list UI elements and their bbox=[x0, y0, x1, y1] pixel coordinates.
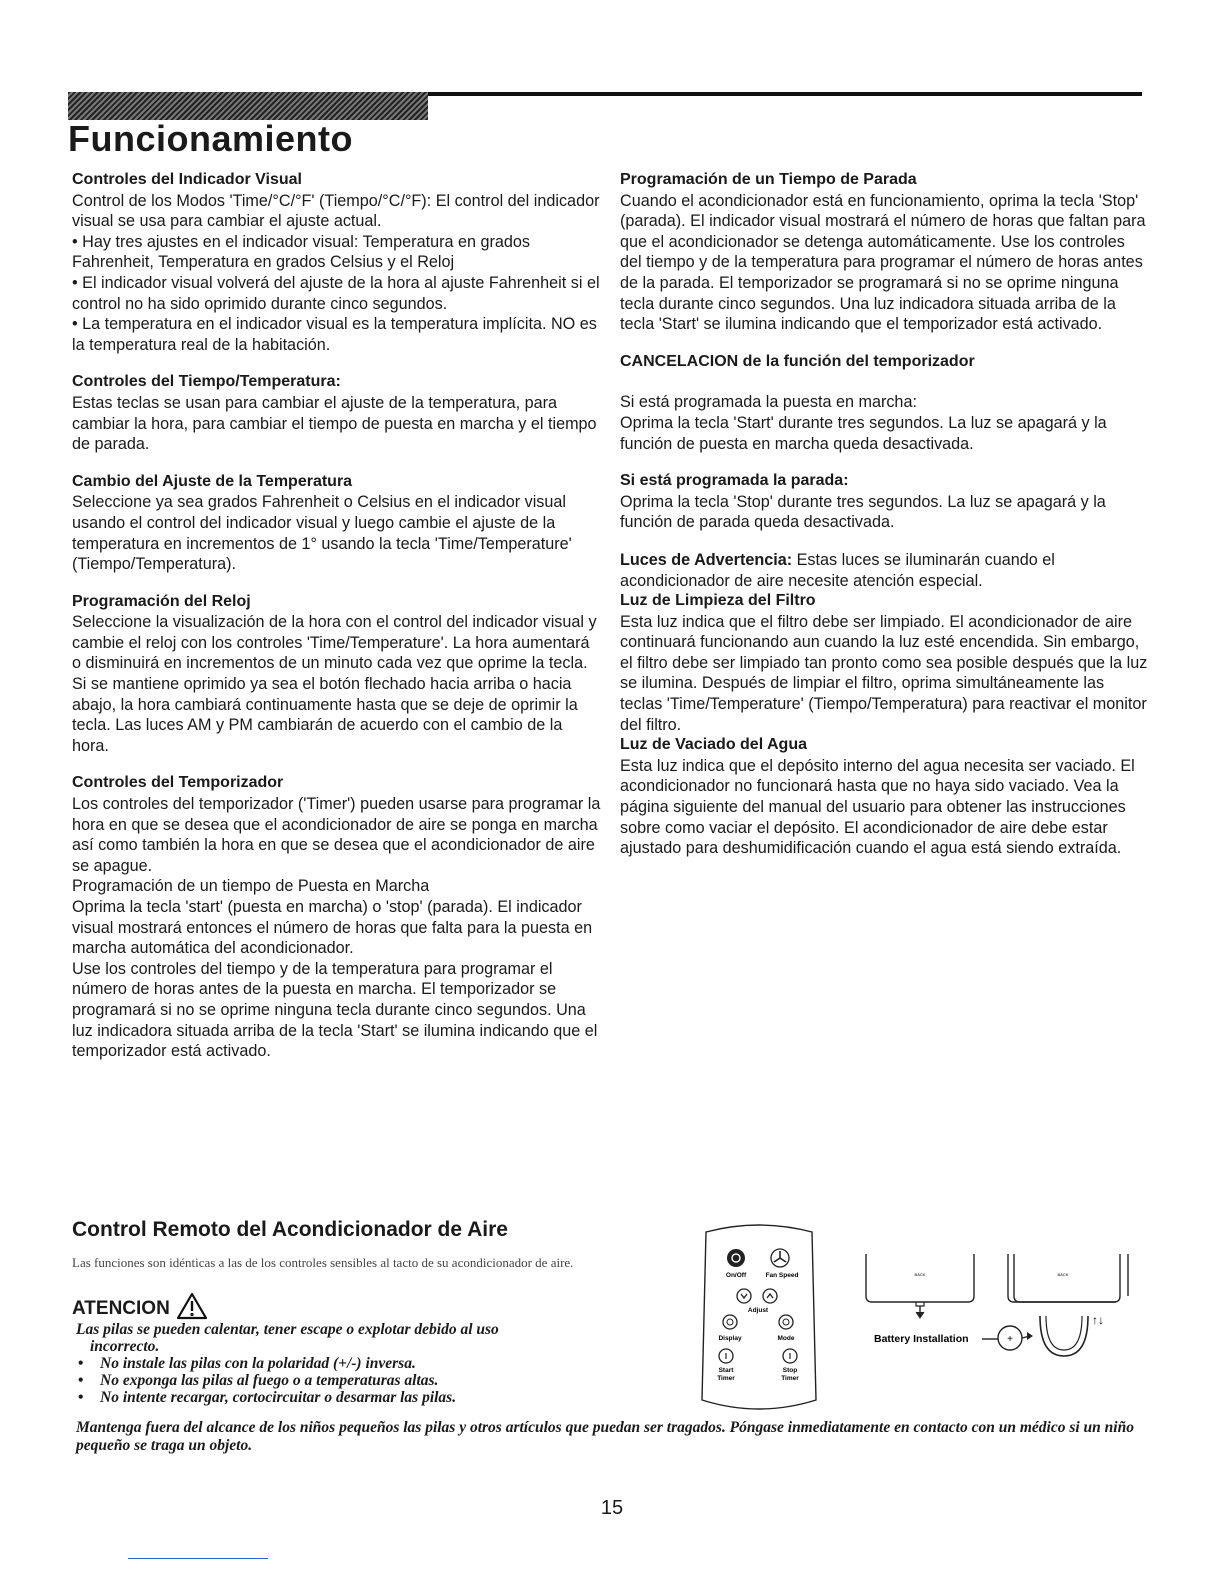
battery-warning bbox=[76, 1321, 696, 1406]
battery-installation-illustration bbox=[858, 1250, 1104, 1380]
section-body: Cuando el acondicionador está en funcionamiento, oprima la tecla 'Stop' (parada). El indicador visual mostrará el número de horas que faltan para que el acondicionador se detenga automáticamente. Use los controles del tiempo y de la temperatura para programar el número de horas antes de la parada. El temporizador se programará si no se oprime ninguna tecla durante cinco segundos. Una luz indicadora situada arriba de la tecla 'Start' se ilumina indicando que el temporizador está activado. bbox=[620, 191, 1146, 334]
section-ajuste-temperatura bbox=[72, 472, 602, 575]
mode-label: Mode bbox=[777, 1335, 795, 1342]
section-parada-programada bbox=[620, 471, 1150, 533]
section-heading: Luz de Limpieza del Filtro bbox=[620, 592, 816, 610]
fan-speed-label: Fan Speed bbox=[765, 1272, 799, 1279]
remote-section-title: Control Remoto del Acondicionador de Aire bbox=[72, 1218, 508, 1241]
section-heading: Programación de un Tiempo de Parada bbox=[620, 171, 917, 188]
section-programacion-reloj bbox=[72, 592, 602, 757]
start-timer-label-1: Start bbox=[718, 1367, 734, 1374]
footer-link-underline bbox=[128, 1558, 268, 1559]
warning-line: incorrecto. bbox=[90, 1338, 160, 1355]
section-heading: Controles del Temporizador bbox=[72, 774, 284, 792]
adjust-label: Adjust bbox=[747, 1307, 769, 1314]
section-body: Si está programada la puesta en marcha: Oprima la tecla 'Start' durante tres segundos. La luz se apagará y la función de puesta en marcha queda desactivada. bbox=[620, 393, 1107, 453]
section-body: Los controles del temporizador ('Timer') pueden usarse para programar la hora en que se desea que el acondicionador de aire se ponga en marcha así como también la hora en que se desea que el acondicionador de aire se apague. Programación de un tiempo de Puesta en Marcha Oprima la tecla 'start' (puesta en marcha) o 'stop' (parada). El indicador visual mostrará entonces el número de horas que falta para la puesta en marcha automática del acondicionador. Use los controles del tiempo y de la temperatura para programar el número de horas antes de la puesta en marcha. El temporizador se programará si no se oprime ninguna tecla durante cinco segundos. Una luz indicadora situada arriba de la tecla 'Start' se ilumina indicando que el temporizador está activado. bbox=[72, 795, 601, 1061]
section-heading: CANCELACION de la función del temporizador bbox=[620, 352, 975, 370]
section-body: Oprima la tecla 'Stop' durante tres segundos. La luz se apagará y la función de parada queda desactivada. bbox=[620, 492, 1106, 532]
right-column bbox=[620, 170, 1150, 876]
warning-bullet: • No intente recargar, cortocircuitar o desarmar las pilas. bbox=[76, 1389, 696, 1406]
mode-button-icon bbox=[779, 1315, 793, 1329]
display-label: Display bbox=[718, 1335, 742, 1342]
section-heading: Programación del Reloj bbox=[72, 592, 251, 610]
section-heading: Si está programada la parada: bbox=[620, 472, 849, 490]
atencion-label: ATENCION bbox=[72, 1298, 170, 1319]
section-heading: Controles del Indicador Visual bbox=[72, 171, 302, 188]
back-label-left: BACK bbox=[914, 1272, 926, 1277]
atencion-heading bbox=[72, 1292, 208, 1320]
battery-installation-label: Battery Installation bbox=[874, 1333, 969, 1345]
back-label-right: BACK bbox=[1057, 1272, 1069, 1277]
section-body bbox=[620, 550, 1150, 591]
section-luces-advertencia bbox=[620, 550, 1150, 859]
section-body: Esta luz indica que el filtro debe ser limpiado. El acondicionador de aire continuará funcionando aun cuando la luz esté encendida. Sin embargo, el filtro debe ser limpiado tan pronto como sea posible después que la luz se ilumina. Después de limpiar el filtro, oprima simultáneamente las teclas 'Time/Temperature' (Tiempo/Temperatura) para reactivar el monitor del filtro. bbox=[620, 612, 1148, 734]
section-body: Estas teclas se usan para cambiar el ajuste de la temperatura, para cambiar la hora, para cambiar el tiempo de puesta en marcha y el tiempo de parada. bbox=[72, 393, 597, 454]
section-heading: Cambio del Ajuste de la Temperatura bbox=[72, 472, 353, 490]
warning-bullet: • No exponga las pilas al fuego o a temperaturas altas. bbox=[76, 1372, 696, 1389]
section-body: Seleccione la visualización de la hora con el control del indicador visual y cambie el reloj con los controles 'Time/Temperature'. La hora aumentará o disminuirá en incrementos de un minuto cada vez que oprime la tecla. Si se mantiene oprimido ya sea el botón flechado hacia arriba o hacia abajo, la hora cambiará continuamente hasta que se deje de oprimir la tecla. Las luces AM y PM cambiarán de acuerdo con el cambio de la hora. bbox=[72, 613, 597, 755]
on-off-label: On/Off bbox=[725, 1272, 747, 1279]
remote-control-illustration bbox=[694, 1222, 824, 1416]
section-tiempo-parada bbox=[620, 170, 1150, 335]
warning-triangle-icon bbox=[176, 1292, 208, 1320]
left-column bbox=[72, 170, 602, 1079]
warning-list bbox=[76, 1355, 696, 1406]
power-button-icon bbox=[727, 1249, 745, 1267]
page-title: Funcionamiento bbox=[68, 118, 353, 159]
start-timer-label-2: Timer bbox=[717, 1375, 735, 1382]
adjust-down-icon bbox=[737, 1289, 751, 1303]
child-safety-warning: Mantenga fuera del alcance de los niños pequeños las pilas y otros artículos que puedan ser tragados. Póngase inmediatamente en contacto con un médico si un niño pequeño se traga un objeto. bbox=[76, 1419, 1134, 1454]
section-heading: Controles del Tiempo/Temperatura: bbox=[72, 373, 341, 391]
section-tiempo-temperatura bbox=[72, 372, 602, 454]
stop-timer-label-2: Timer bbox=[781, 1375, 799, 1382]
remote-intro: Las funciones son idénticas a las de los controles sensibles al tacto de su acondicionador de aire. bbox=[72, 1255, 574, 1270]
adjust-up-icon bbox=[763, 1289, 777, 1303]
battery-plus-label: + bbox=[1007, 1334, 1013, 1345]
stop-timer-label-1: Stop bbox=[782, 1367, 798, 1374]
section-temporizador bbox=[72, 773, 602, 1061]
insert-direction-arrows-icon: ↑↓ bbox=[1092, 1313, 1104, 1327]
warning-lights-lead: Luces de Advertencia: bbox=[620, 550, 793, 569]
section-cancelacion bbox=[620, 352, 1150, 454]
page-number: 15 bbox=[600, 1497, 624, 1519]
section-body: Esta luz indica que el depósito interno del agua necesita ser vaciado. El acondicionador no funcionará hasta que no haya sido vaciado. Vea la página siguiente del manual del usuario para obtener las instrucciones sobre como vaciar el depósito. El acondicionador de aire debe estar ajustado para deshumidificación cuando el agua está siendo extraída. bbox=[620, 756, 1135, 858]
header-hatch-block bbox=[68, 92, 428, 120]
warning-bullet: • No instale las pilas con la polaridad (+/-) inversa. bbox=[76, 1355, 696, 1372]
section-body: Seleccione ya sea grados Fahrenheit o Celsius en el indicador visual usando el control del indicador visual y luego cambie el ajuste de la temperatura en incrementos de 1° usando la tecla 'Time/Temperature' (Tiempo/Temperatura). bbox=[72, 493, 572, 574]
section-indicador-visual bbox=[72, 170, 602, 355]
warning-lights-text: Estas luces se iluminarán cuando el acondicionador de aire necesite atención especial. bbox=[620, 550, 1055, 590]
battery-compartment-left bbox=[866, 1254, 974, 1302]
warning-line: Las pilas se pueden calentar, tener escape o explotar debido al uso bbox=[76, 1321, 499, 1338]
section-heading: Luz de Vaciado del Agua bbox=[620, 736, 807, 754]
battery-compartment-right bbox=[1014, 1254, 1116, 1302]
section-body: Control de los Modos 'Time/°C/°F' (Tiempo/°C/°F): El control del indicador visual se usa para cambiar el ajuste actual. • Hay tres ajustes en el indicador visual: Temperatura en grados Fahrenheit, Temperatura en grados Celsius y el Reloj • El indicador visual volverá del ajuste de la hora al ajuste Fahrenheit si el control no ha sido oprimido durante cinco segundos. • La temperatura en el indicador visual es la temperatura implícita. NO es la temperatura real de la habitación. bbox=[72, 191, 600, 354]
display-button-icon bbox=[723, 1315, 737, 1329]
